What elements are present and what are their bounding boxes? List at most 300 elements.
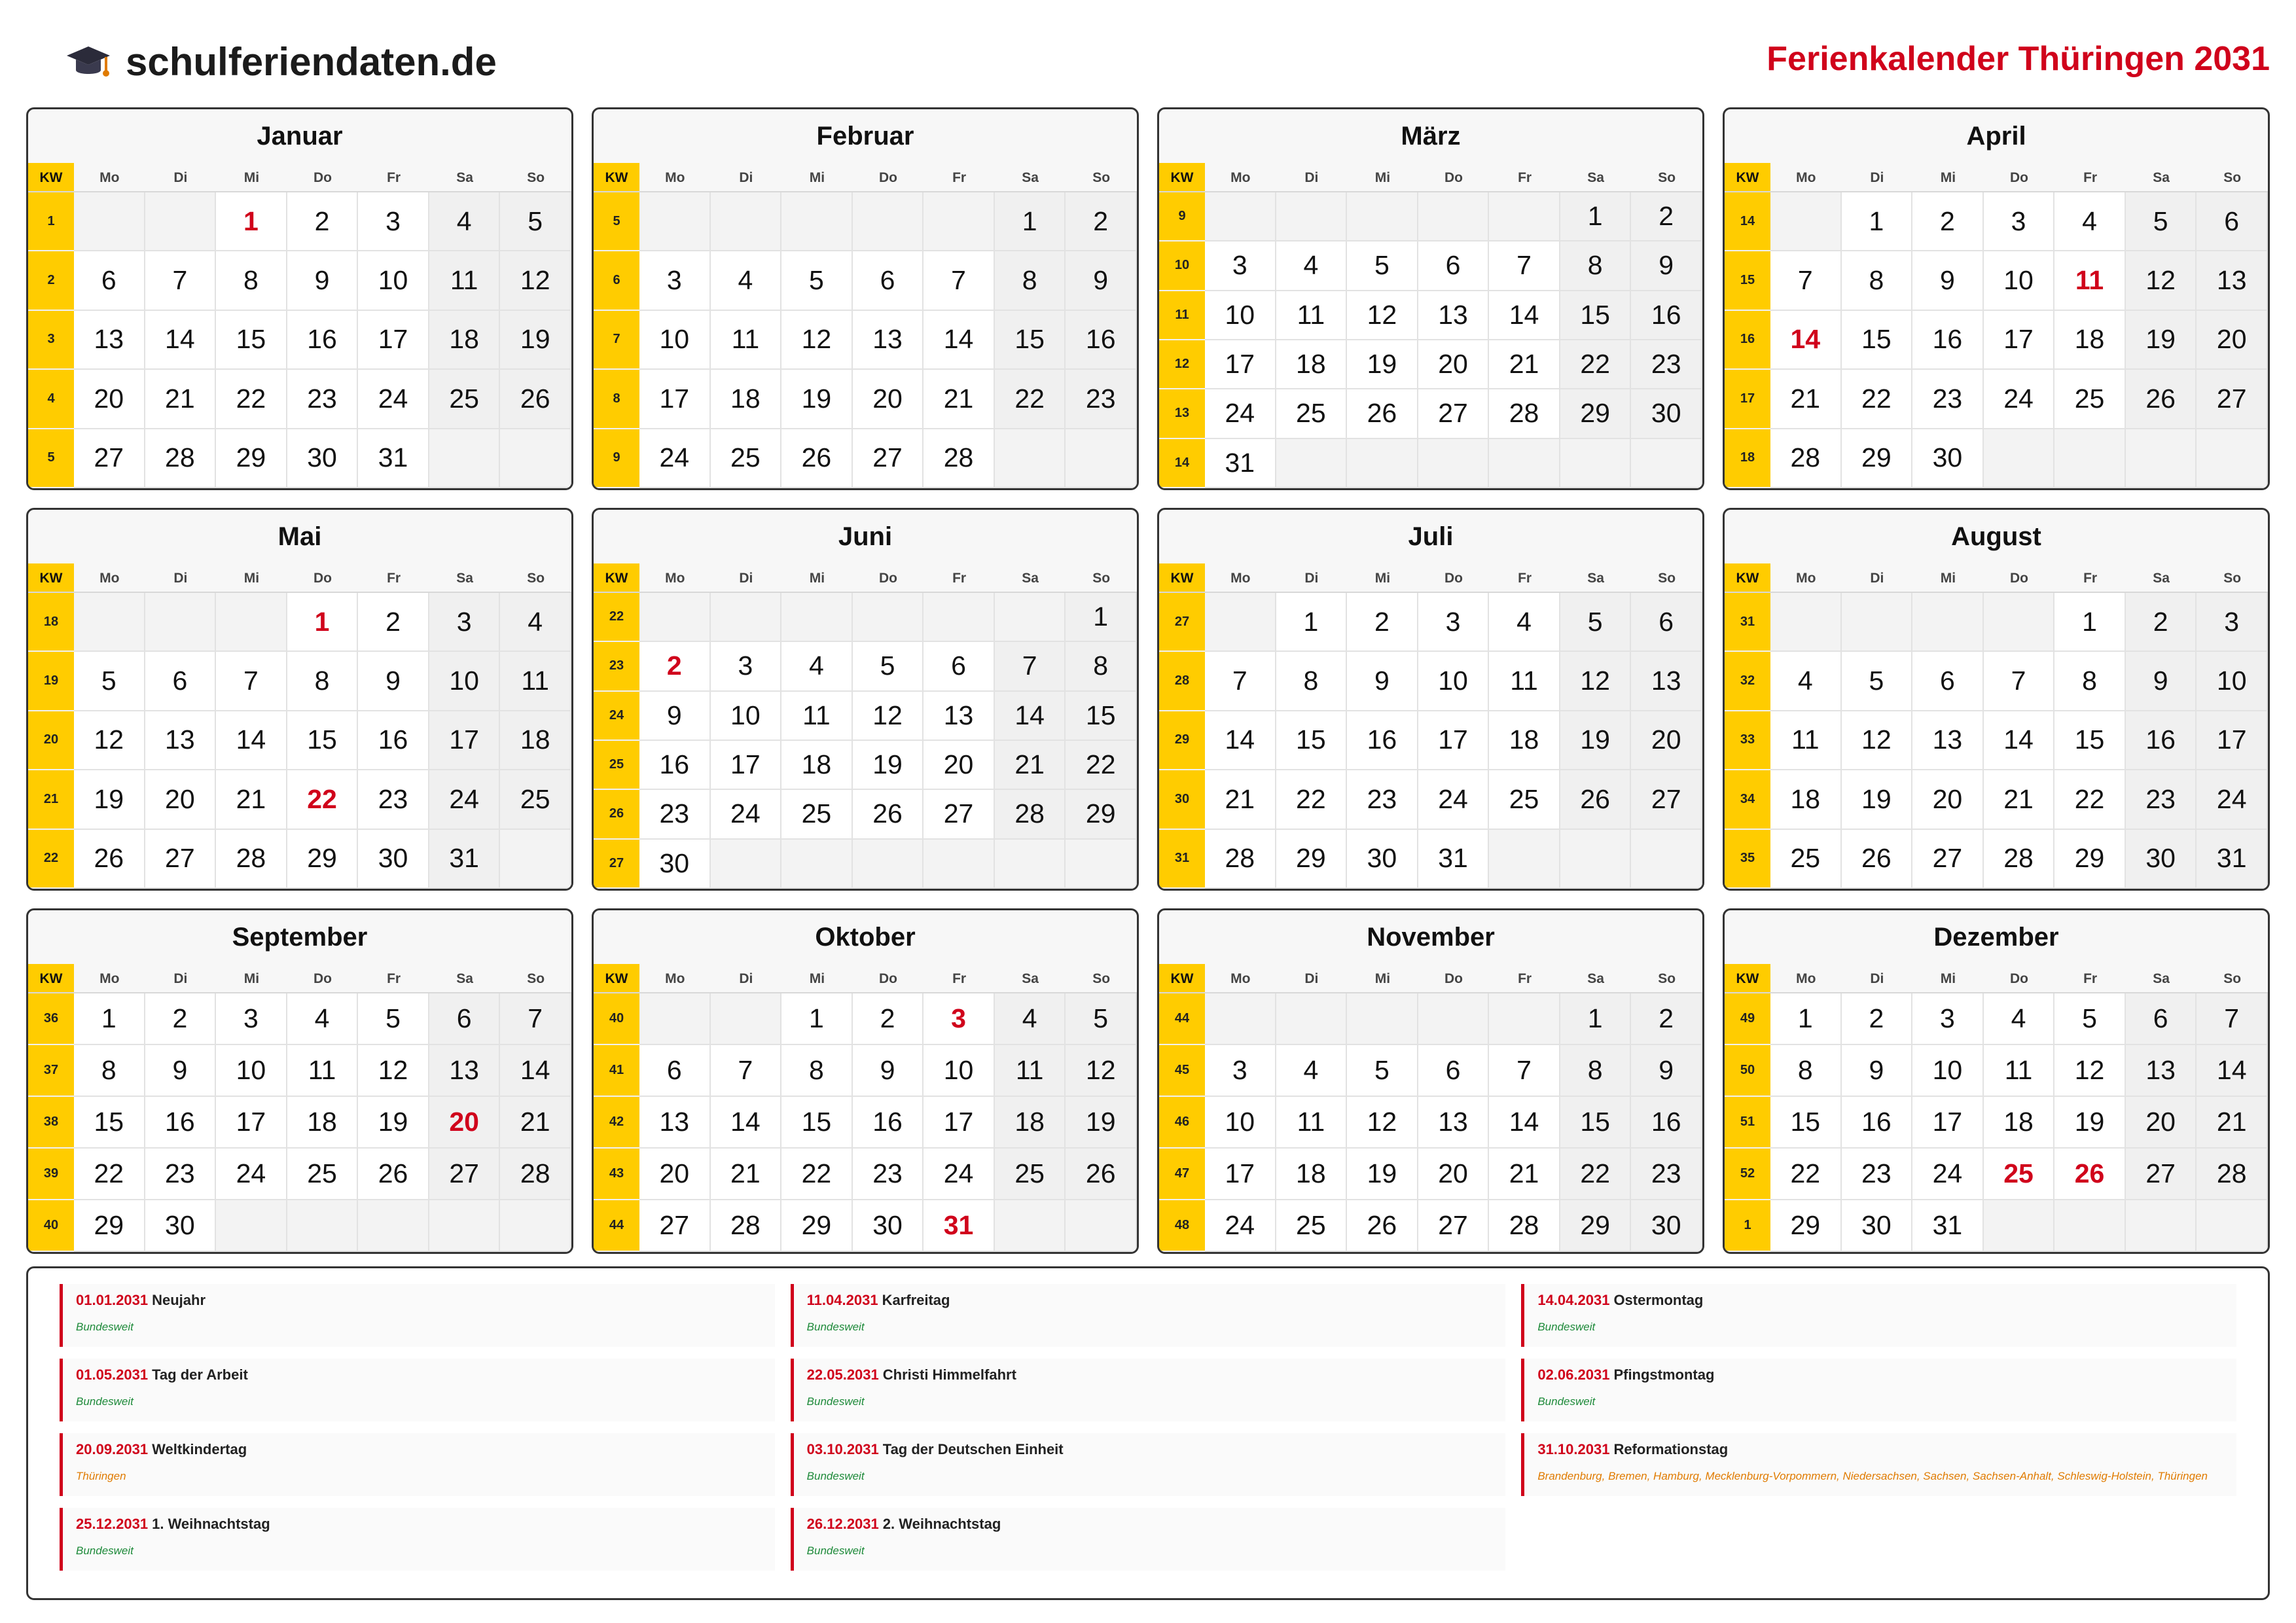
day-cell: 21	[1770, 370, 1842, 429]
holiday-name: Weltkindertag	[152, 1441, 247, 1457]
month-days-grid	[1159, 163, 1702, 488]
week-number: 17	[1725, 370, 1770, 429]
day-cell: 10	[429, 652, 501, 711]
day-cell: 31	[429, 830, 501, 889]
week-number: 5	[594, 192, 639, 251]
weekday-header: So	[500, 163, 571, 192]
week-number: 48	[1159, 1200, 1205, 1252]
day-cell: 18	[2054, 311, 2126, 370]
day-cell: 14	[1489, 1097, 1560, 1149]
day-cell: 18	[1489, 711, 1560, 770]
day-cell: 10	[1984, 251, 2055, 310]
weekday-header: Mo	[639, 563, 711, 593]
day-cell: 16	[1066, 311, 1137, 370]
holiday-line	[807, 1366, 1493, 1383]
day-cell: 9	[287, 251, 359, 310]
day-cell: 20	[2197, 311, 2268, 370]
day-cell: 8	[1842, 251, 1913, 310]
holiday-name: Christi Himmelfahrt	[882, 1366, 1016, 1383]
week-number: 47	[1159, 1149, 1205, 1200]
holiday-entry	[791, 1284, 1506, 1347]
day-cell: 3	[216, 993, 287, 1045]
weekday-header: Mi	[781, 964, 853, 993]
empty-day-cell	[995, 593, 1066, 642]
holiday-day-cell: 1	[216, 192, 287, 251]
kw-header: KW	[28, 163, 74, 192]
weekday-header: Do	[1984, 964, 2055, 993]
day-cell: 25	[1770, 830, 1842, 889]
day-cell: 7	[216, 652, 287, 711]
day-cell: 1	[1842, 192, 1913, 251]
day-cell: 8	[1066, 642, 1137, 691]
day-cell: 3	[358, 192, 429, 251]
empty-day-cell	[1912, 593, 1984, 652]
month-calendar-2	[592, 107, 1139, 490]
day-cell: 30	[1631, 389, 1702, 438]
month-calendar-5	[26, 508, 573, 891]
weekday-header: Sa	[995, 964, 1066, 993]
day-cell: 30	[1842, 1200, 1913, 1252]
empty-day-cell	[500, 830, 571, 889]
day-cell: 22	[2054, 770, 2126, 829]
day-cell: 2	[287, 192, 359, 251]
day-cell: 5	[2054, 993, 2126, 1045]
day-cell: 20	[1418, 340, 1490, 389]
day-cell: 4	[781, 642, 853, 691]
weekday-header: Do	[1418, 563, 1490, 593]
weekday-header: Mo	[639, 964, 711, 993]
week-number: 27	[594, 840, 639, 889]
day-cell: 22	[1560, 1149, 1632, 1200]
holiday-date: 14.04.2031	[1537, 1292, 1610, 1308]
day-cell: 13	[639, 1097, 711, 1149]
day-cell: 23	[853, 1149, 924, 1200]
week-number: 39	[28, 1149, 74, 1200]
empty-day-cell	[1770, 593, 1842, 652]
week-number: 32	[1725, 652, 1770, 711]
month-calendar-7	[1157, 508, 1704, 891]
day-cell: 13	[74, 311, 145, 370]
empty-day-cell	[145, 192, 217, 251]
weekday-header: Fr	[1489, 964, 1560, 993]
holiday-date: 03.10.2031	[806, 1441, 879, 1457]
empty-day-cell	[216, 593, 287, 652]
day-cell: 31	[358, 429, 429, 488]
day-cell: 8	[1560, 1045, 1632, 1097]
kw-header: KW	[594, 163, 639, 192]
week-number: 44	[594, 1200, 639, 1252]
weekday-header: Sa	[995, 163, 1066, 192]
day-cell: 1	[1770, 993, 1842, 1045]
day-cell: 28	[216, 830, 287, 889]
holiday-line	[807, 1441, 1493, 1458]
day-cell: 1	[995, 192, 1066, 251]
day-cell: 17	[216, 1097, 287, 1149]
day-cell: 10	[711, 692, 782, 741]
weekday-header: Mi	[781, 163, 853, 192]
holiday-day-cell: 11	[2054, 251, 2126, 310]
holiday-region: Bundesweit	[76, 1321, 134, 1333]
empty-day-cell	[216, 1200, 287, 1252]
week-number: 27	[1159, 593, 1205, 652]
day-cell: 8	[995, 251, 1066, 310]
day-cell: 23	[1066, 370, 1137, 429]
week-number: 1	[1725, 1200, 1770, 1252]
day-cell: 27	[1418, 1200, 1490, 1252]
empty-day-cell	[1066, 1200, 1137, 1252]
holiday-name: Tag der Arbeit	[152, 1366, 248, 1383]
day-cell: 2	[358, 593, 429, 652]
day-cell: 4	[1276, 1045, 1348, 1097]
day-cell: 25	[711, 429, 782, 488]
day-cell: 19	[2054, 1097, 2126, 1149]
week-number: 26	[594, 790, 639, 839]
empty-day-cell	[2054, 429, 2126, 488]
weekday-header: Sa	[2126, 163, 2197, 192]
empty-day-cell	[1347, 192, 1418, 241]
day-cell: 25	[1276, 389, 1348, 438]
empty-day-cell	[1770, 192, 1842, 251]
day-cell: 20	[145, 770, 217, 829]
empty-day-cell	[1489, 192, 1560, 241]
day-cell: 13	[2197, 251, 2268, 310]
day-cell: 10	[1912, 1045, 1984, 1097]
day-cell: 10	[924, 1045, 995, 1097]
week-number: 24	[594, 692, 639, 741]
day-cell: 20	[639, 1149, 711, 1200]
day-cell: 31	[1205, 439, 1276, 488]
holiday-line	[76, 1441, 762, 1458]
day-cell: 7	[500, 993, 571, 1045]
empty-day-cell	[1560, 439, 1632, 488]
day-cell: 28	[500, 1149, 571, 1200]
week-number: 15	[1725, 251, 1770, 310]
day-cell: 19	[853, 741, 924, 790]
holiday-region: Bundesweit	[806, 1321, 865, 1333]
day-cell: 24	[1912, 1149, 1984, 1200]
day-cell: 30	[639, 840, 711, 889]
day-cell: 9	[853, 1045, 924, 1097]
empty-day-cell	[429, 429, 501, 488]
day-cell: 2	[1347, 593, 1418, 652]
weekday-header: So	[1631, 964, 1702, 993]
day-cell: 10	[1205, 291, 1276, 340]
day-cell: 24	[216, 1149, 287, 1200]
empty-day-cell	[429, 1200, 501, 1252]
holiday-day-cell: 31	[924, 1200, 995, 1252]
day-cell: 9	[639, 692, 711, 741]
day-cell: 3	[639, 251, 711, 310]
day-cell: 17	[711, 741, 782, 790]
holiday-name: 2. Weihnachtstag	[882, 1516, 1001, 1532]
day-cell: 12	[2054, 1045, 2126, 1097]
weekday-header: Di	[1276, 163, 1348, 192]
holiday-line	[76, 1292, 762, 1309]
weekday-header: Mi	[781, 563, 853, 593]
day-cell: 21	[145, 370, 217, 429]
day-cell: 7	[1984, 652, 2055, 711]
day-cell: 4	[1984, 993, 2055, 1045]
week-number: 16	[1725, 311, 1770, 370]
day-cell: 11	[781, 692, 853, 741]
weekday-header: So	[2197, 964, 2268, 993]
week-number: 44	[1159, 993, 1205, 1045]
day-cell: 26	[1560, 770, 1632, 829]
empty-day-cell	[781, 192, 853, 251]
day-cell: 26	[74, 830, 145, 889]
site-name: schulferiendaten.de	[126, 40, 497, 84]
month-grid	[26, 107, 2270, 1254]
week-number: 6	[594, 251, 639, 310]
holiday-region: Bundesweit	[1537, 1321, 1596, 1333]
kw-header: KW	[28, 563, 74, 593]
day-cell: 21	[500, 1097, 571, 1149]
weekday-header: Di	[1842, 964, 1913, 993]
day-cell: 30	[853, 1200, 924, 1252]
month-calendar-3	[1157, 107, 1704, 490]
day-cell: 13	[1418, 1097, 1490, 1149]
day-cell: 15	[2054, 711, 2126, 770]
weekday-header: Sa	[1560, 563, 1632, 593]
day-cell: 19	[1560, 711, 1632, 770]
empty-day-cell	[1984, 593, 2055, 652]
weekday-header: Sa	[429, 163, 501, 192]
holiday-day-cell: 2	[639, 642, 711, 691]
day-cell: 10	[1205, 1097, 1276, 1149]
holiday-region: Bundesweit	[76, 1395, 134, 1408]
empty-day-cell	[924, 192, 995, 251]
day-cell: 9	[1631, 241, 1702, 291]
weekday-header: Do	[1984, 563, 2055, 593]
day-cell: 18	[1276, 1149, 1348, 1200]
day-cell: 2	[2126, 593, 2197, 652]
day-cell: 21	[1984, 770, 2055, 829]
kw-header: KW	[1159, 964, 1205, 993]
week-number: 19	[28, 652, 74, 711]
holiday-entry	[1521, 1433, 2236, 1496]
day-cell: 14	[1205, 711, 1276, 770]
empty-day-cell	[74, 593, 145, 652]
weekday-header: So	[1631, 163, 1702, 192]
weekday-header: Sa	[2126, 964, 2197, 993]
day-cell: 15	[74, 1097, 145, 1149]
weekday-header: Mo	[1770, 964, 1842, 993]
holiday-line	[807, 1516, 1493, 1533]
day-cell: 13	[2126, 1045, 2197, 1097]
day-cell: 27	[2197, 370, 2268, 429]
day-cell: 23	[1842, 1149, 1913, 1200]
day-cell: 17	[924, 1097, 995, 1149]
weekday-header: Di	[1842, 563, 1913, 593]
day-cell: 5	[1066, 993, 1137, 1045]
day-cell: 6	[429, 993, 501, 1045]
weekday-header: Di	[1276, 563, 1348, 593]
empty-day-cell	[924, 593, 995, 642]
holiday-date: 01.01.2031	[76, 1292, 149, 1308]
holiday-date: 31.10.2031	[1537, 1441, 1610, 1457]
day-cell: 20	[924, 741, 995, 790]
day-cell: 29	[287, 830, 359, 889]
empty-day-cell	[711, 192, 782, 251]
empty-day-cell	[1984, 1200, 2055, 1252]
day-cell: 7	[145, 251, 217, 310]
weekday-header: Mo	[74, 964, 145, 993]
empty-day-cell	[1276, 439, 1348, 488]
day-cell: 7	[995, 642, 1066, 691]
weekday-header: Do	[1418, 163, 1490, 192]
day-cell: 11	[1489, 652, 1560, 711]
day-cell: 15	[1066, 692, 1137, 741]
month-title: Februar	[816, 122, 914, 151]
empty-day-cell	[145, 593, 217, 652]
day-cell: 16	[358, 711, 429, 770]
weekday-header: Fr	[2054, 964, 2126, 993]
day-cell: 4	[1489, 593, 1560, 652]
day-cell: 21	[711, 1149, 782, 1200]
day-cell: 29	[781, 1200, 853, 1252]
empty-day-cell	[1066, 429, 1137, 488]
month-title: Mai	[278, 522, 322, 551]
weekday-header: So	[1066, 563, 1137, 593]
day-cell: 12	[1347, 1097, 1418, 1149]
day-cell: 8	[287, 652, 359, 711]
day-cell: 14	[924, 311, 995, 370]
day-cell: 24	[1205, 1200, 1276, 1252]
day-cell: 17	[1205, 1149, 1276, 1200]
day-cell: 12	[74, 711, 145, 770]
empty-day-cell	[1276, 993, 1348, 1045]
weekday-header: Di	[1842, 163, 1913, 192]
day-cell: 5	[853, 642, 924, 691]
day-cell: 19	[2126, 311, 2197, 370]
week-number: 3	[28, 311, 74, 370]
day-cell: 26	[500, 370, 571, 429]
empty-day-cell	[500, 429, 571, 488]
holiday-entry	[60, 1433, 775, 1496]
day-cell: 12	[500, 251, 571, 310]
holiday-name: Tag der Deutschen Einheit	[882, 1441, 1064, 1457]
day-cell: 24	[924, 1149, 995, 1200]
day-cell: 29	[1276, 830, 1348, 889]
weekday-header: Fr	[358, 163, 429, 192]
holiday-list	[26, 1266, 2270, 1600]
empty-day-cell	[358, 1200, 429, 1252]
empty-day-cell	[2054, 1200, 2126, 1252]
day-cell: 22	[781, 1149, 853, 1200]
day-cell: 29	[2054, 830, 2126, 889]
day-cell: 30	[2126, 830, 2197, 889]
empty-day-cell	[1489, 439, 1560, 488]
week-number: 46	[1159, 1097, 1205, 1149]
month-days-grid	[1725, 563, 2268, 889]
empty-day-cell	[2197, 1200, 2268, 1252]
day-cell: 9	[1631, 1045, 1702, 1097]
empty-day-cell	[1205, 192, 1276, 241]
page-header	[26, 26, 2270, 98]
day-cell: 23	[145, 1149, 217, 1200]
kw-header: KW	[1159, 163, 1205, 192]
weekday-header: Mi	[1912, 163, 1984, 192]
day-cell: 26	[358, 1149, 429, 1200]
day-cell: 23	[1631, 1149, 1702, 1200]
empty-day-cell	[853, 192, 924, 251]
weekday-header: So	[2197, 163, 2268, 192]
month-title: August	[1951, 522, 2041, 551]
day-cell: 17	[1205, 340, 1276, 389]
weekday-header: Mo	[1205, 163, 1276, 192]
month-title: November	[1367, 923, 1495, 952]
day-cell: 11	[1276, 1097, 1348, 1149]
week-number: 37	[28, 1045, 74, 1097]
day-cell: 15	[1276, 711, 1348, 770]
kw-header: KW	[28, 964, 74, 993]
holiday-day-cell: 14	[1770, 311, 1842, 370]
weekday-header: So	[2197, 563, 2268, 593]
month-calendar-10	[592, 908, 1139, 1254]
day-cell: 6	[145, 652, 217, 711]
month-title: Juni	[838, 522, 893, 551]
empty-day-cell	[74, 192, 145, 251]
week-number: 35	[1725, 830, 1770, 889]
holiday-region: Thüringen	[76, 1470, 126, 1482]
kw-header: KW	[1725, 563, 1770, 593]
day-cell: 13	[853, 311, 924, 370]
weekday-header: Fr	[1489, 563, 1560, 593]
holiday-date: 26.12.2031	[806, 1516, 879, 1532]
day-cell: 29	[1842, 429, 1913, 488]
day-cell: 27	[145, 830, 217, 889]
day-cell: 15	[995, 311, 1066, 370]
month-title: Juli	[1408, 522, 1454, 551]
holiday-name: Ostermontag	[1613, 1292, 1704, 1308]
day-cell: 25	[287, 1149, 359, 1200]
kw-header: KW	[594, 964, 639, 993]
holiday-date: 02.06.2031	[1537, 1366, 1610, 1383]
day-cell: 18	[711, 370, 782, 429]
week-number: 25	[594, 741, 639, 790]
weekday-header: Do	[853, 163, 924, 192]
day-cell: 27	[1631, 770, 1702, 829]
day-cell: 15	[1770, 1097, 1842, 1149]
month-calendar-12	[1723, 908, 2270, 1254]
week-number: 7	[594, 311, 639, 370]
day-cell: 13	[1631, 652, 1702, 711]
day-cell: 19	[1842, 770, 1913, 829]
day-cell: 27	[1418, 389, 1490, 438]
weekday-header: Di	[711, 163, 782, 192]
holiday-day-cell: 26	[2054, 1149, 2126, 1200]
day-cell: 22	[995, 370, 1066, 429]
day-cell: 17	[1418, 711, 1490, 770]
day-cell: 22	[216, 370, 287, 429]
weekday-header: Fr	[924, 163, 995, 192]
empty-day-cell	[639, 192, 711, 251]
day-cell: 8	[1770, 1045, 1842, 1097]
weekday-header: Mo	[1205, 563, 1276, 593]
day-cell: 11	[995, 1045, 1066, 1097]
weekday-header: Mo	[74, 163, 145, 192]
holiday-entry	[791, 1359, 1506, 1421]
weekday-header: Mo	[74, 563, 145, 593]
day-cell: 5	[1347, 241, 1418, 291]
weekday-header: Fr	[358, 964, 429, 993]
day-cell: 18	[287, 1097, 359, 1149]
month-days-grid	[1725, 163, 2268, 488]
day-cell: 23	[358, 770, 429, 829]
site-logo[interactable]	[65, 39, 497, 84]
day-cell: 16	[1842, 1097, 1913, 1149]
day-cell: 4	[429, 192, 501, 251]
